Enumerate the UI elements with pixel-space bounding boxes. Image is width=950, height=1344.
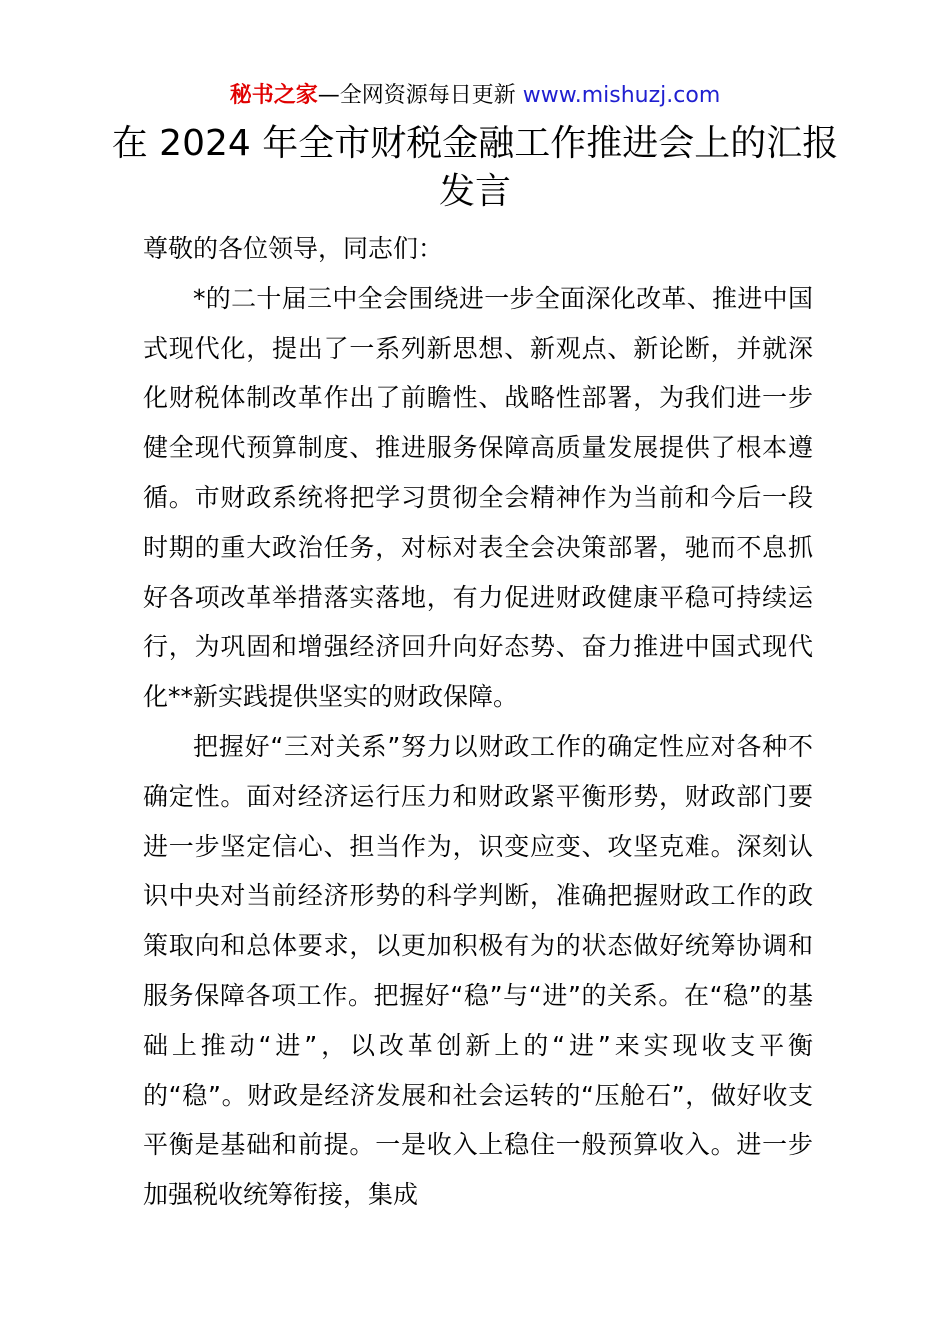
salutation: 尊敬的各位领导，同志们： xyxy=(143,234,444,263)
document-title: 在 2024 年全市财税金融工作推进会上的汇报发言 xyxy=(111,123,839,212)
site-url-link[interactable]: www.mishuzj.com xyxy=(522,83,721,108)
brand-name: 秘书之家 xyxy=(229,83,318,108)
document-body xyxy=(143,224,813,1220)
header-tagline: —全网资源每日更新 xyxy=(317,83,523,108)
paragraph-2: 把握好“三对关系”努力以财政工作的确定性应对各种不确定性。面对经济运行压力和财政紧平衡形势，财政部门要进一步坚定信心、担当作为，识变应变、攻坚克难。深刻认识中央对当前经济形势的科学判断，准确把握财政工作的政策取向和总体要求，以更加积极有为的状态做好统筹协调和服务保障各项工作。把握好“稳”与“进”的关系。在“稳”的基础上推动“进”，以改革创新上的“进”来实现收支平衡的“稳”。财政是经济发展和社会运转的“压舱石”，做好收支平衡是基础和前提。一是收入上稳住一般预算收入。进一步加强税收统筹衔接，集成 xyxy=(143,731,813,1210)
paragraph-1: *的二十届三中全会围绕进一步全面深化改革、推进中国式现代化，提出了一系列新思想、新观点、新论断，并就深化财税体制改革作出了前瞻性、战略性部署，为我们进一步健全现代预算制度、推进服务保障高质量发展提供了根本遵循。市财政系统将把学习贯彻全会精神作为当前和今后一段时期的重大政治任务，对标对表全会决策部署，驰而不息抓好各项改革举措落实落地，有力促进财政健康平稳可持续运行，为巩固和增强经济回升向好态势、奋力推进中国式现代化**新实践提供坚实的财政保障。 xyxy=(143,283,813,712)
watermark-header xyxy=(0,80,950,112)
